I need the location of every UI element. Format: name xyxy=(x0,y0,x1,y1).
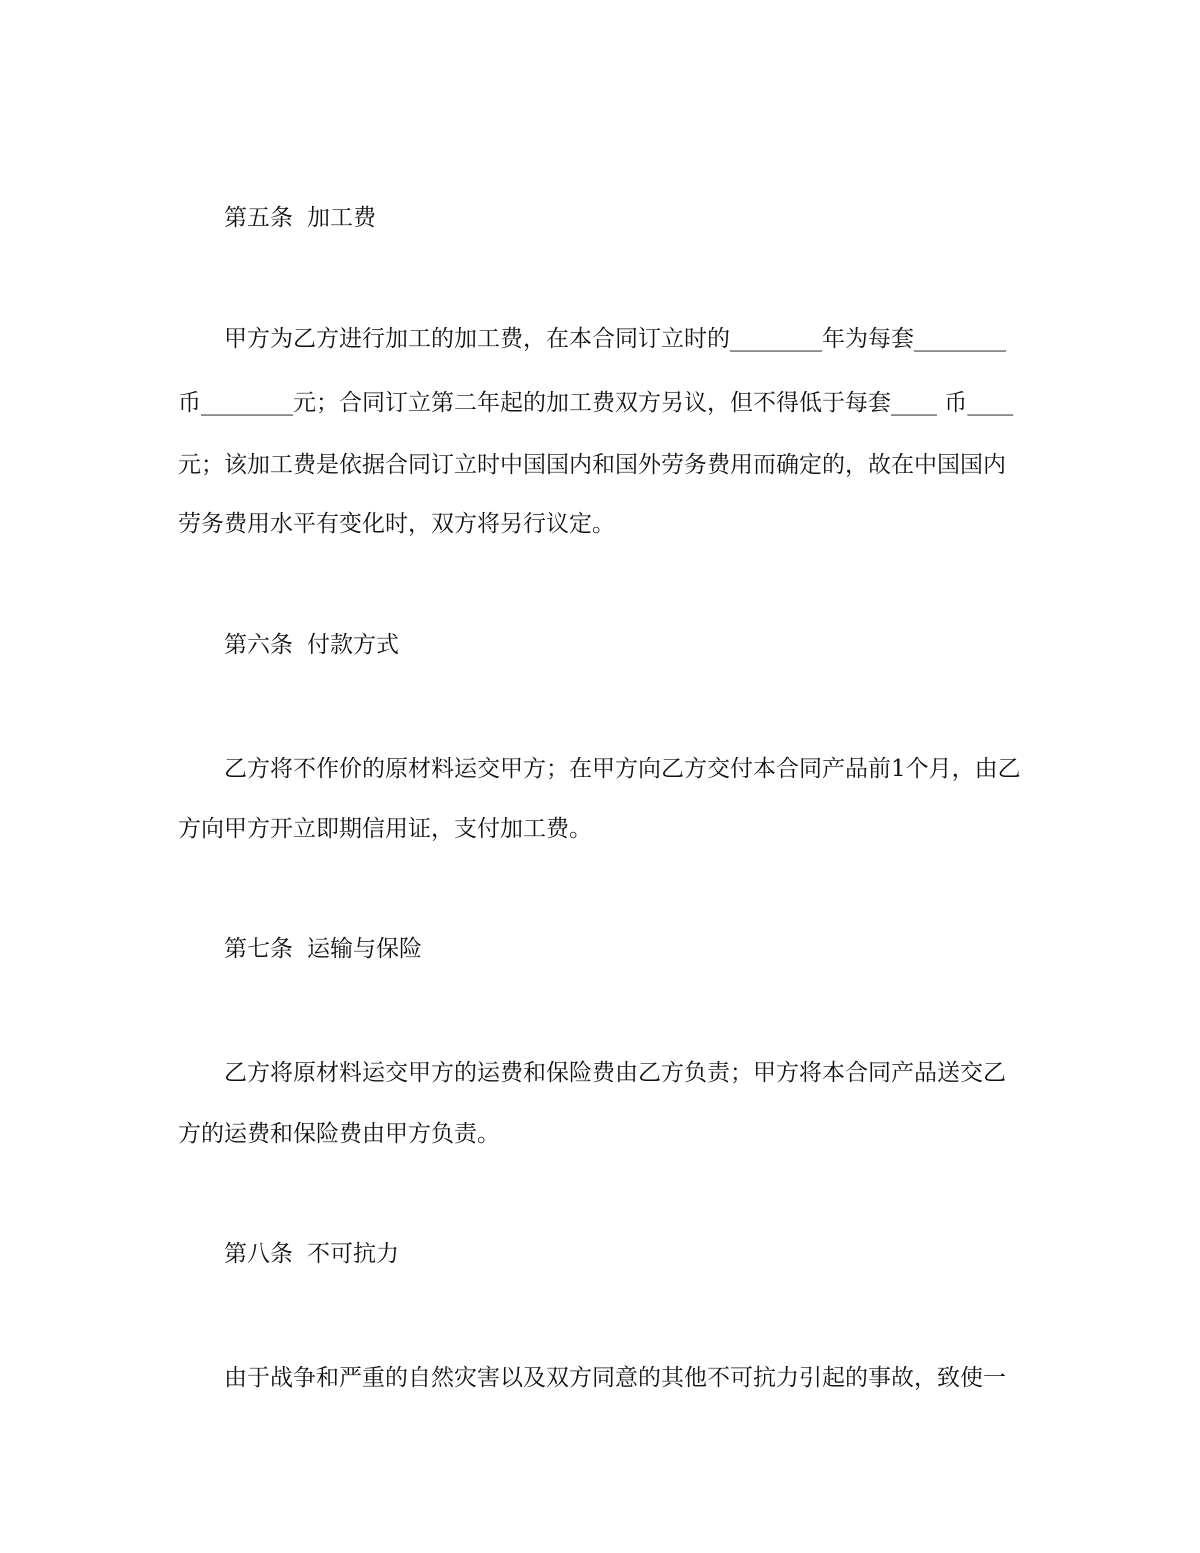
article-5-heading xyxy=(224,203,376,233)
article-6-line-1: 乙方将不作价的原材料运交甲方；在甲方向乙方交付本合同产品前1个月，由乙 xyxy=(224,756,1021,782)
article-8-title: 不可抗力 xyxy=(307,1241,399,1267)
article-8-number: 第八条 xyxy=(224,1241,293,1267)
article-7-title: 运输与保险 xyxy=(307,936,422,962)
article-6-heading xyxy=(224,630,399,660)
article-5-line-3: 元；该加工费是依据合同订立时中国国内和国外劳务费用而确定的，故在中国国内 xyxy=(178,452,1006,478)
article-5-title: 加工费 xyxy=(307,205,376,231)
article-8-heading xyxy=(224,1239,399,1269)
article-5-line-1: 甲方为乙方进行加工的加工费，在本合同订立时的________年为每套________ xyxy=(224,326,1006,352)
article-7-line-2: 方的运费和保险费由甲方负责。 xyxy=(178,1121,500,1147)
article-6-number: 第六条 xyxy=(224,632,293,658)
article-6-title: 付款方式 xyxy=(307,632,399,658)
article-5-line-4: 劳务费用水平有变化时，双方将另行议定。 xyxy=(178,511,615,537)
article-7-number: 第七条 xyxy=(224,936,293,962)
article-8-line-1: 由于战争和严重的自然灾害以及双方同意的其他不可抗力引起的事故，致使一 xyxy=(224,1365,1006,1391)
article-7-line-1: 乙方将原材料运交甲方的运费和保险费由乙方负责；甲方将本合同产品送交乙 xyxy=(224,1060,1006,1086)
article-7-heading xyxy=(224,934,422,964)
article-6-line-2: 方向甲方开立即期信用证，支付加工费。 xyxy=(178,816,592,842)
article-5-line-2: 币________元；合同订立第二年起的加工费双方另议，但不得低于每套____ 币____ xyxy=(178,390,1014,416)
article-5-number: 第五条 xyxy=(224,205,293,231)
